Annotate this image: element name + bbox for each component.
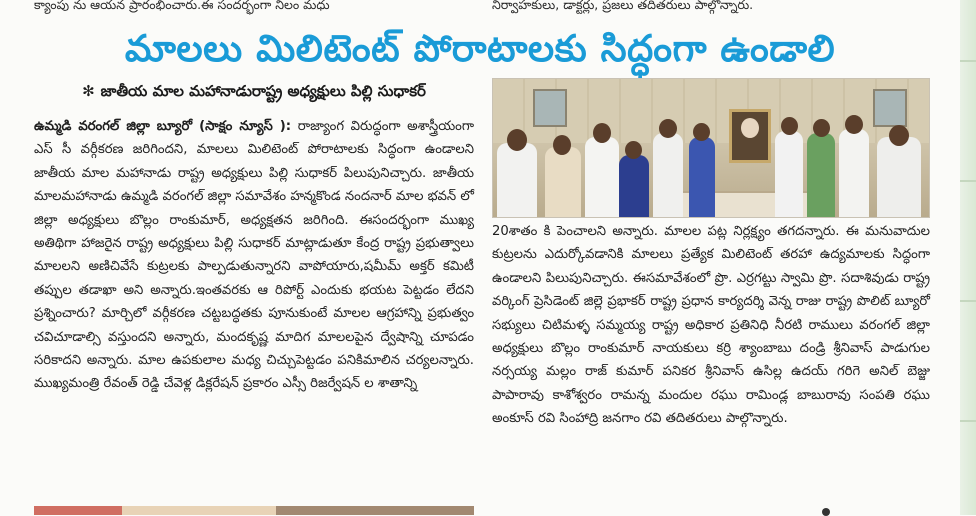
article-body-text: రాజ్యాంగ విరుద్ధంగా అశాస్త్రీయంగా ఎస్ సీ వర్గీకరణ జరిగిందని, మాలలు మిలిటెంట్ పోరాటాలకు సిద్ధంగా ఉండాలని జాతీయ మాల మహానాడు రాష్ట్ర అధ్యక్షులు పిల్లి సుధాకర్ పిలుపునిచ్చారు. జాతీయ మాలమహానాడు ఉమ్మడి వరంగల్ జిల్లా సమావేశం హన్మకొండ నందనార్ మాల భవన్ లో జిల్లా అధ్యక్షులు బొల్లం రాంకుమార్, అధ్యక్షతన జరిగింది. ఈసందర్భంగా ముఖ్య అతిథిగా హాజరైన రాష్ట్ర అధ్యక్షులు పిల్లి సుధాకర్ మాట్లాడుతూ కేంద్ర రాష్ట్ర ప్రభుత్వాలు మాలలని అణిచివేసే కుట్రలకు పాల్పడుతున్నారని వాపోయారు,షమీమ్ అక్తర్ కమిటీ తప్పుల తడాఖా అని అన్నారు.ఇంతవరకు ఆ రిపోర్ట్ ఎందుకు భయట పెట్టడం లేదని ప్రశ్నించారు? మార్చిలో వర్గీకరణ చట్టబద్ధతకు పూనుకుంటే మాలల ఆగ్రహాన్ని ప్రభుత్వం చవిచూడాల్సి వస్తుందని అన్నారు, మందకృష్ణ మాదిగ మాలలపైన ద్వేషాన్ని చూపడం సరికాదని అన్నారు. మాల ఉపకులాల మధ్య చిచ్చుపెట్టడం పనికిమాలిన చర్యలన్నారు. ముఖ్యమంత్రి రేవంత్ రెడ్డి చేవెళ్ల డిక్లరేషన్ ప్రకారం ఎస్సీ రిజర్వేషన్ ల శాతాన్ని xyxy=(34,119,474,392)
photo-person xyxy=(585,137,619,217)
photo-person-head xyxy=(507,129,527,151)
margin-line xyxy=(960,180,976,182)
photo-person xyxy=(807,133,835,217)
ambedkar-portrait xyxy=(729,109,771,163)
article-continuation: 20శాతం కి పెంచాలని అన్నారు. మాలల పట్ల నిర్లక్ష్యం తగదన్నారు. ఈ మనువాదుల కుట్రలను ఎదుర్కోవడానికి మాలలు ప్రత్యేక మిలిటెంట్ తరహా ఉద్యమాలకు సిద్ధంగా ఉండాలని పిలుపునిచ్చారు. ఈసమావేశంలో ప్రొ. ఎర్రగట్టు స్వామి ప్రొ. సదాశివుడు రాష్ట్ర వర్కింగ్ ప్రెసిడెంట్ జిల్లె ప్రభాకర్ రాష్ట్ర ప్రధాన కార్యదర్శి వెన్న రాజు రాష్ట్ర పొలిట్ బ్యూరో సభ్యులు చిటిమళ్ళ సమ్మయ్య రాష్ట్ర అధికార ప్రతినిధి నీరటి రాములు వరంగల్ జిల్లా అధ్యక్షులు బొల్లం రాంకుమార్ నాయకులు కర్రి శ్యాంబాబు దండ్రి శ్రీనివాస్ పాడుగుల నర్సయ్య మల్లం రాజ్ కుమార్ పనికర శ్రీనివాస్ ఉసిల్ల ఉదయ్ గరిగె అనిల్ బెజ్జు పాపారావు కాశోశ్వరం రామన్న మందుల రఘు రామిండ్ల బాబురావు సంపతి రఘు అంకూస్ రవి సింహాద్రి జనగాం రవి తదితరులు పాల్గొన్నారు. xyxy=(492,224,930,427)
photo-person-head xyxy=(553,135,571,155)
article-left-column xyxy=(34,78,474,498)
photo-person-head xyxy=(593,123,611,143)
photo-person xyxy=(839,129,869,217)
photo-person-head xyxy=(781,117,798,135)
next-article-photo-strip xyxy=(34,506,474,515)
photo-person xyxy=(545,147,581,217)
article-body xyxy=(34,115,474,396)
previous-article-left-line: క్యాంపు ను ఆయన ప్రారంభించారు.ఈ సందర్భంగా నిలం మధు xyxy=(34,0,330,12)
article-right-column xyxy=(492,78,930,498)
photo-person xyxy=(497,143,537,217)
photo-window xyxy=(873,89,907,127)
photo-person xyxy=(653,133,683,217)
meeting-photo xyxy=(492,78,930,218)
photo-window xyxy=(533,89,567,127)
photo-person-head xyxy=(693,123,710,141)
previous-article-right-line: నిర్వాహకులు, డాక్టర్లు, ప్రజలు తదితరులు పాల్గొన్నారు. xyxy=(492,0,754,12)
previous-article-strip xyxy=(0,0,960,20)
margin-line xyxy=(960,300,976,302)
photo-person xyxy=(775,131,803,217)
subheading-text: జాతీయ మాల మహానాడురాష్ట్ర అధ్యక్షులు పిల్లి సుధాకర్ xyxy=(100,82,426,100)
photo-person-head xyxy=(813,119,830,137)
page-margin xyxy=(960,0,976,515)
photo-person xyxy=(877,137,921,217)
photo-person xyxy=(619,155,649,217)
photo-person-head xyxy=(845,115,863,134)
article-subheading xyxy=(34,80,474,103)
margin-line xyxy=(960,420,976,422)
photo-person-head xyxy=(889,125,909,146)
photo-person-head xyxy=(659,119,677,138)
article-dateline: ఉమ్మడి వరంగల్ జిల్లా బ్యూరో (సాక్షం న్యూస్ ): xyxy=(34,119,292,134)
photo-person-head xyxy=(625,141,642,159)
star-bullet-icon: ✻ xyxy=(82,82,95,100)
article-headline: మాలలు మిలిటెంట్ పోరాటాలకు సిద్ధంగా ఉండాలి xyxy=(124,27,836,70)
margin-line xyxy=(960,60,976,62)
photo-person xyxy=(689,137,715,217)
